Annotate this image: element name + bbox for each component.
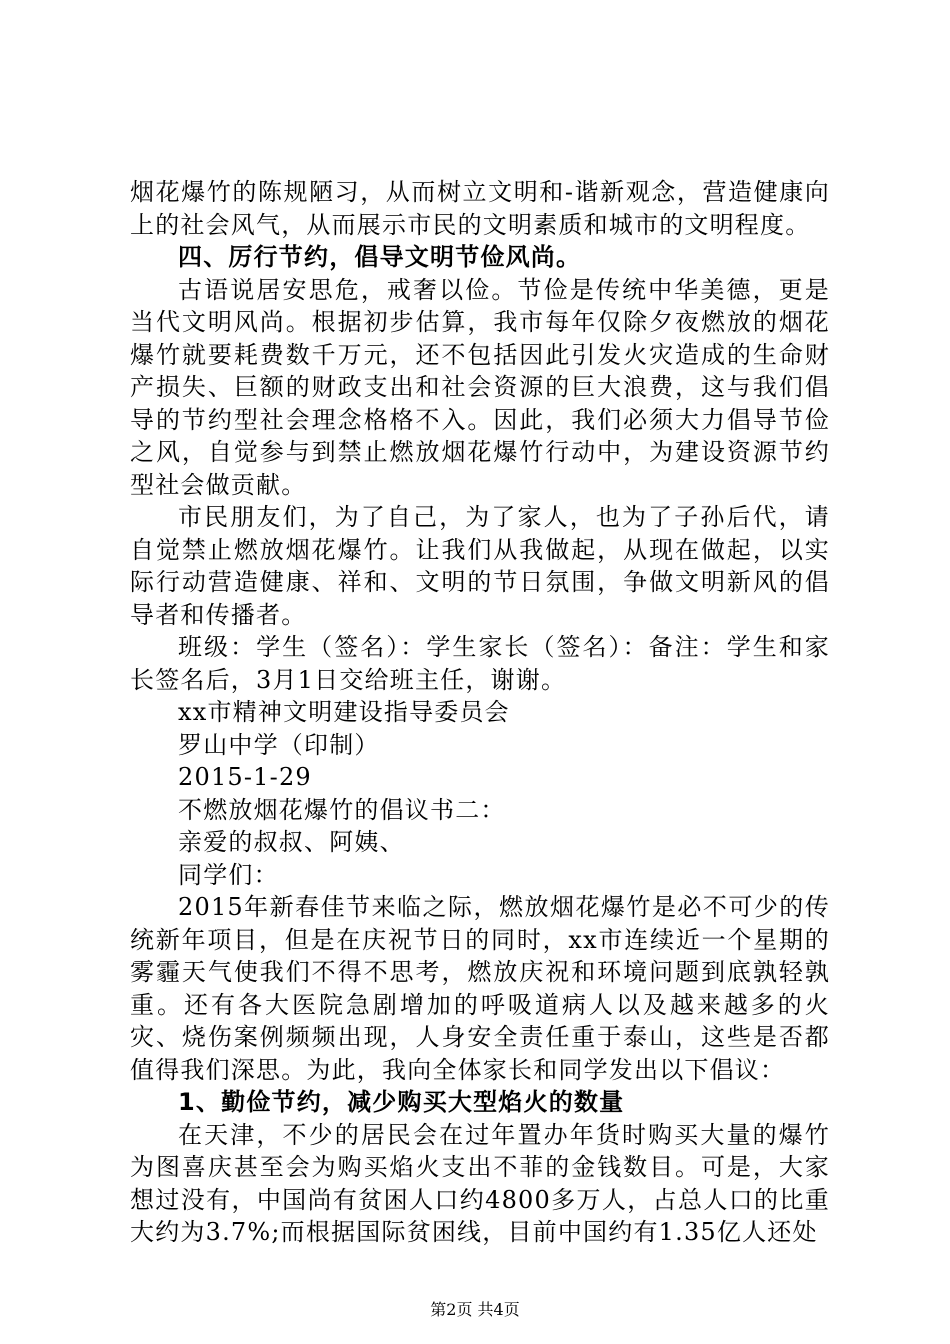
section-heading-1: 1、勤俭节约，减少购买大型焰火的数量: [178, 1088, 625, 1116]
paragraph-0: 烟花爆竹的陈规陋习，从而树立文明和-谐新观念，营造健康向上的社会风气，从而展示市民的文明素质和城市的文明程度。: [130, 178, 830, 239]
paragraph-appeal: 市民朋友们，为了自己，为了家人，也为了子孙后代，请自觉禁止燃放烟花爆竹。让我们从我做起，从现在做起，以实际行动营造健康、祥和、文明的节日氛围，争做文明新风的倡导者和传播者。: [130, 503, 830, 629]
section-heading-4: 四、厉行节约，倡导文明节俭风尚。: [178, 243, 582, 271]
paragraph-tianjin: 在天津，不少的居民会在过年置办年货时购买大量的爆竹为图喜庆甚至会为购买焰火支出不菲的金钱数目。可是，大家想过没有，中国尚有贫困人口约4800多万人，占总人口的比重大约为3.7%;而根据国际贫困线，目前中国约有1.35亿人还处: [130, 1120, 830, 1246]
issuer-school: 罗山中学（印制）: [178, 730, 380, 759]
salutation-line-2: 同学们：: [178, 860, 279, 889]
issue-date: 2015-1-29: [178, 763, 312, 791]
proposal-two-title: 不燃放烟花爆竹的倡议书二：: [178, 795, 506, 824]
document-body: [130, 176, 830, 1249]
salutation-line-1: 亲爱的叔叔、阿姨、: [178, 828, 405, 856]
paragraph-signature-note: 班级：学生（签名）：学生家长（签名）：备注：学生和家长签名后，3月1日交给班主任，谢谢。: [130, 633, 830, 694]
issuer-committee: xx市精神文明建设指导委员会: [178, 698, 510, 726]
page-footer: 第2页 共4页: [430, 1300, 520, 1319]
paragraph-new-year: 2015年新春佳节来临之际，燃放烟花爆竹是必不可少的传统新年项目，但是在庆祝节日的同时，xx市连续近一个星期的雾霾天气使我们不得不思考，燃放庆祝和环境问题到底孰轻孰重。还有各大医院急剧增加的呼吸道病人以及越来越多的火灾、烧伤案例频频出现，人身安全责任重于泰山，这些是否都值得我们深思。为此，我向全体家长和同学发出以下倡议：: [130, 893, 830, 1084]
paragraph-frugality: 古语说居安思危，戒奢以俭。节俭是传统中华美德，更是当代文明风尚。根据初步估算，我市每年仅除夕夜燃放的烟花爆竹就要耗费数千万元，还不包括因此引发火灾造成的生命财产损失、巨额的财政支出和社会资源的巨大浪费，这与我们倡导的节约型社会理念格格不入。因此，我们必须大力倡导节俭之风，自觉参与到禁止燃放烟花爆竹行动中，为建设资源节约型社会做贡献。: [130, 275, 830, 499]
